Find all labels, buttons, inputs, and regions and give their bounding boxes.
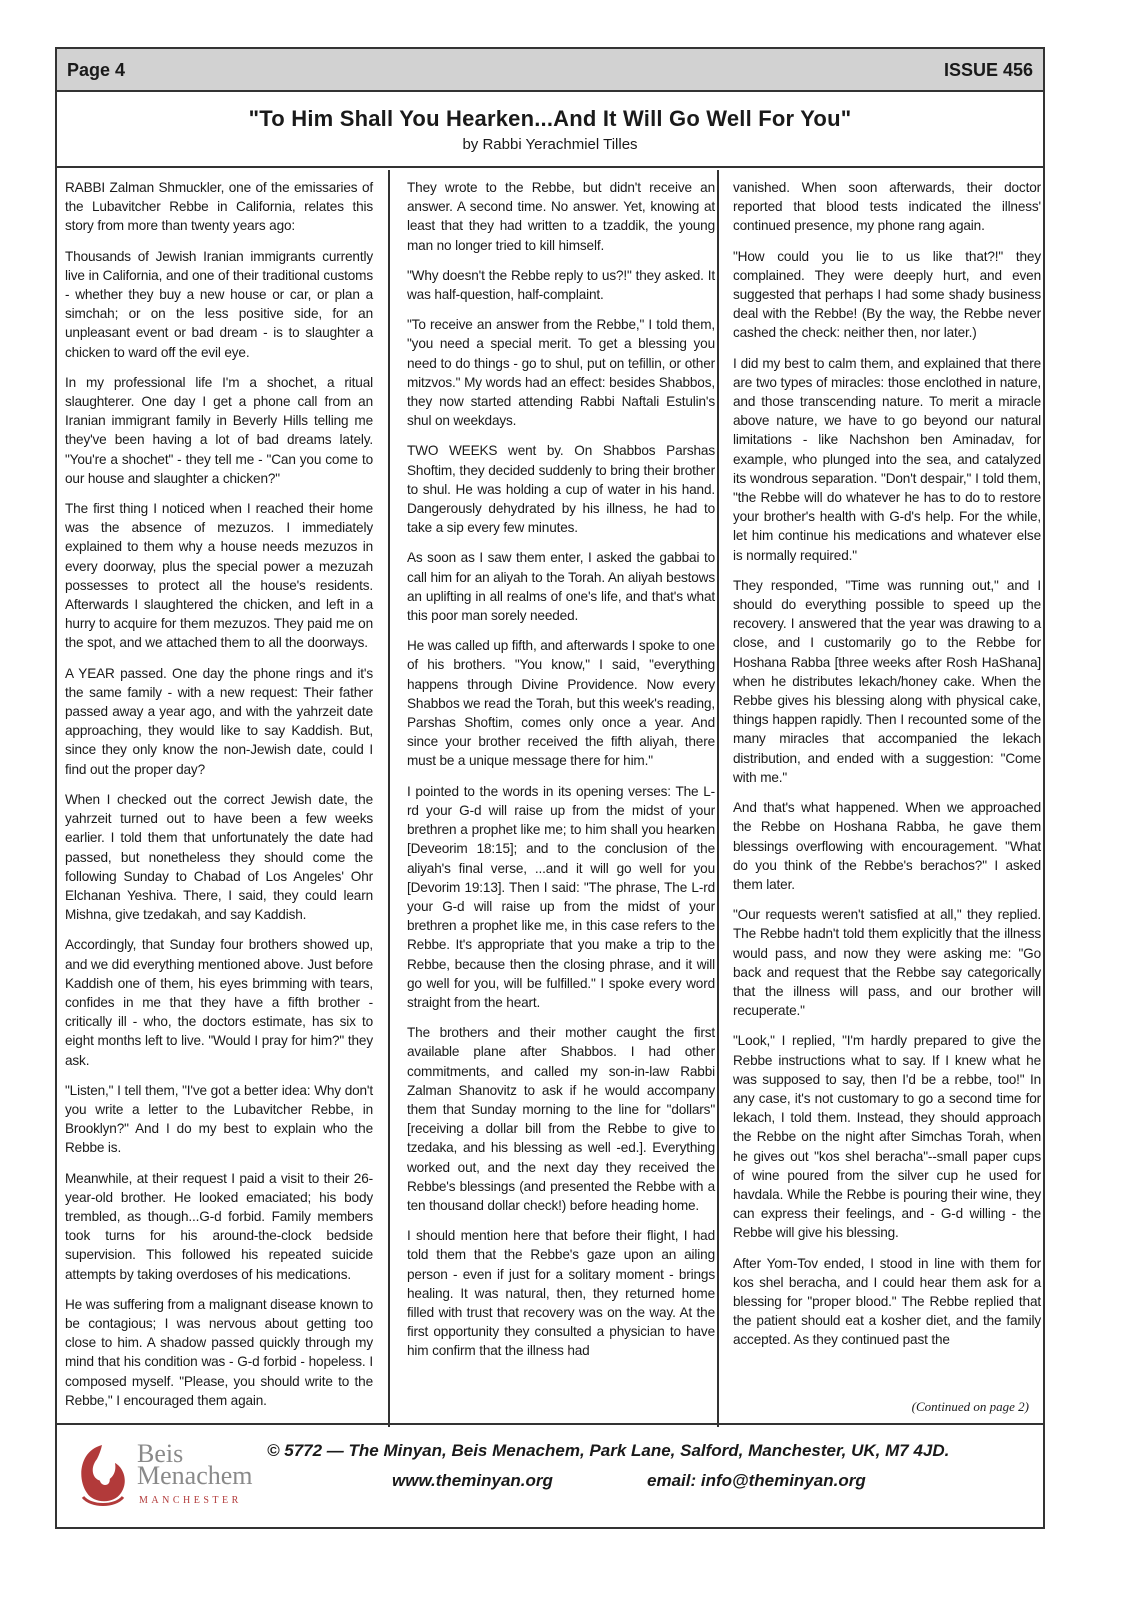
paragraph: They responded, "Time was running out," and I should do everything possible to speed up the recovery. I answered that the year was drawing to a close, and I customarily go to the Rebbe for Hoshana Rabba [three weeks after Rosh HaShana] when he distributes lekach/honey cake. When the Rebbe gives his blessing along with physical cake, things happen rapidly. Then I recounted some of the many miracles that accompanied the lekach distribution, and ended with a suggestion: "Come with me." <box>733 577 1041 785</box>
paragraph: And that's what happened. When we approached the Rebbe on Hoshana Rabba, he gave them blessings overflowing with encouragement. "What do you think of the Rebbe's berachos?" I asked them later. <box>733 800 1041 892</box>
paragraph: As soon as I saw them enter, I asked the gabbai to call him for an aliyah to the Torah. An aliyah bestows an uplifting in all realms of one's life, and that's what this poor man sorely needed. <box>407 550 715 624</box>
continued-note: (Continued on page 2) <box>911 1399 1029 1414</box>
paragraph: "Our requests weren't satisfied at all," they replied. The Rebbe hadn't told them explicitly that the illness would pass, and now they were asking me: "Go back and request that the Rebbe say categorically that the illness will pass, and our brother will recuperate." <box>733 907 1041 1019</box>
paragraph: In my professional life I'm a shochet, a ritual slaughterer. One day I get a phone call from an Iranian immigrant family in Beverly Hills telling me they've been having a lot of bad dreams lately. "You're a shochet" - they tell me - "Can you come to our house and slaughter a chicken?" <box>65 374 373 486</box>
paragraph: He was suffering from a malignant disease known to be contagious; I was nervous about getting too close to him. A shadow passed quickly through my mind that his condition was - G-d forbid - hopeless. I composed myself. "Please, you should write to the Rebbe," I encouraged them again. <box>65 1296 373 1408</box>
article-column-1 <box>65 178 373 1421</box>
article-byline: by Rabbi Yerachmiel Tilles <box>462 136 638 153</box>
paragraph: I did my best to calm them, and explained that there are two types of miracles: those enclothed in nature, and those transcending nature. To merit a miracle above nature, we have to go beyond our natural limitations - like Nachshon ben Aminadav, for example, who plunged into the sea, and catalyzed its wondrous separation. "Don't despair," I told them, "the Rebbe will do whatever he has to do to restore your brother's health with G-d's help. For the while, let him continue his medications and whatever else is normally required." <box>733 355 1041 563</box>
article-column-2 <box>407 178 715 1372</box>
paragraph: TWO WEEKS went by. On Shabbos Parshas Shoftim, they decided suddenly to bring their brother to shul. He was holding a cup of water in his hand. Dangerously dehydrated by his illness, he had to take a sip every few minutes. <box>407 443 715 536</box>
page-number: Page 4 <box>67 60 126 80</box>
paragraph: "Why doesn't the Rebbe reply to us?!" they asked. It was half-question, half-complaint. <box>407 267 715 303</box>
paragraph: vanished. When soon afterwards, their doctor reported that blood tests indicated the illness' continued presence, my phone rang again. <box>733 180 1041 234</box>
paragraph: The first thing I noticed when I reached their home was the absence of mezuzos. I immediately explained to them why a house needs mezuzos in every doorway, plus the special power a mezuzah possesses to protect all the house's residents. Afterwards I slaughtered the chicken, and left in a hurry to acquire for them mezuzos. They paid me on the spot, and we attached them to all the doorways. <box>65 501 373 651</box>
page-footer <box>57 1423 1043 1527</box>
article-body <box>57 170 1043 1427</box>
paragraph: I should mention here that before their flight, I had told them that the Rebbe's gaze upon an ailing person - even if just for a solitary moment - brings healing. It was natural, then, they returned home filled with trust that recovery was on the way. At the first opportunity they consulted a physician to have him confirm that the illness had <box>407 1228 715 1359</box>
email-link[interactable]: email: info@theminyan.org <box>647 1471 866 1490</box>
paragraph: Meanwhile, at their request I paid a visit to their 26-year-old brother. He looked emaciated; his body trembled, as though...G-d forbid. Family members took turns for his around-the-clock bedside supervision. This followed his repeated suicide attempts by taking overdoses of his medications. <box>65 1170 373 1282</box>
issue-number: ISSUE 456 <box>943 60 1033 80</box>
paragraph: When I checked out the correct Jewish date, the yahrzeit turned out to have been a few weeks earlier. I told them that unfortunately the date had passed, but nonetheless they should come the following Sunday to Chabad of Los Angeles' Ohr Elchanan Yeshiva. There, I said, they could learn Mishna, give tzedakah, and say Kaddish. <box>65 791 373 923</box>
paragraph: "Listen," I tell them, "I've got a better idea: Why don't you write a letter to the Lubavitcher Rebbe, in Brooklyn?" And I do my best to explain who the Rebbe is. <box>65 1082 373 1156</box>
paragraph: The brothers and their mother caught the first available plane after Shabbos. I had other commitments, and called my son-in-law Rabbi Zalman Shanovitz to ask if he would accompany them that Sunday morning to the line for "dollars" [receiving a dollar bill from the Rebbe to give to tzedaka, and his blessing as well -ed.]. Everything worked out, and the next day they received the Rebbe's blessings (and presented the Rebbe with a ten thousand dollar check!) before heading home. <box>407 1025 715 1213</box>
article-column-3 <box>733 178 1041 1361</box>
paragraph: He was called up fifth, and afterwards I spoke to one of his brothers. "You know," I said, "everything happens through Divine Providence. Now every Shabbos we read the Torah, but this week's reading, Parshas Shoftim, comes only once a year. And since your brother received the fifth aliyah, there must be a unique message there for him." <box>407 638 715 769</box>
paragraph: Accordingly, that Sunday four brothers showed up, and we did everything mentioned above. Just before Kaddish one of them, his eyes brimming with tears, confides in me that they have a fifth brother - critically ill - who, the doctors estimate, has six to eight months left to live. "Would I pray for him?" they ask. <box>65 937 373 1068</box>
paragraph: Thousands of Jewish Iranian immigrants currently live in California, and one of their traditional customs - whether they buy a new house or car, or plan a simchah; or on the less positive side, for an unpleasant event or bad dream - is to slaughter a chicken to ward off the evil eye. <box>65 248 373 360</box>
flame-logo-icon <box>73 1441 131 1511</box>
page-frame <box>55 47 1045 1529</box>
paragraph: They wrote to the Rebbe, but didn't receive an answer. A second time. No answer. Yet, knowing at least that they had written to a tzaddik, the young man no longer tried to kill himself. <box>407 180 715 253</box>
logo-line-1: Beis <box>137 1439 184 1468</box>
beis-menachem-logo <box>67 1435 267 1519</box>
page-header-bar <box>57 49 1043 92</box>
paragraph: A YEAR passed. One day the phone rings and it's the same family - with a new request: Their father passed away a year ago, and with the yahrzeit date approaching, they would like to say Kaddish. But, since they only know the non-Jewish date, could I find out the proper day? <box>65 665 373 777</box>
paragraph: "How could you lie to us like that?!" they complained. They were deeply hurt, and even suggested that perhaps I had some shady business deal with the Rebbe! (By the way, the Rebbe never cashed the check: neither then, nor later.) <box>733 248 1041 341</box>
column-divider <box>717 170 719 1427</box>
paragraph: "To receive an answer from the Rebbe," I told them, "you need a special merit. To get a blessing you need to do things - go to shul, put on tefillin, or other mitzvos." My words had an effect: besides Shabbos, they now started attending Rabbi Naftali Estulin's shul on weekdays. <box>407 317 715 429</box>
paragraph: RABBI Zalman Shmuckler, one of the emissaries of the Lubavitcher Rebbe in California, relates this story from more than twenty years ago: <box>65 180 373 234</box>
article-title-box <box>57 92 1043 168</box>
website-link[interactable]: www.theminyan.org <box>392 1471 553 1490</box>
logo-line-2: Menachem <box>137 1461 253 1490</box>
article-title: "To Him Shall You Hearken...And It Will Go Well For You" <box>248 106 852 131</box>
paragraph: "Look," I replied, "I'm hardly prepared to give the Rebbe instructions what to say. If I knew what he was supposed to say, then I'd be a rebbe, too!" In any case, it's not customary to go a second time for lekach, I told them. Instead, they should approach the Rebbe on the night after Simchas Torah, when he gives out "kos shel beracha"--small paper cups of wine poured from the silver cup he used for havdala. While the Rebbe is pouring their wine, they can express their feelings, and - G-d willing - the Rebbe will give his blessing. <box>733 1033 1041 1241</box>
copyright-line: © 5772 — The Minyan, Beis Menachem, Park Lane, Salford, Manchester, UK, M7 4JD. <box>267 1441 950 1460</box>
paragraph: I pointed to the words in its opening verses: The L-rd your G-d will raise up from the midst of your brethren a prophet like me; to him shall you hearken [Deveorim 18:15]; and to the conclusion of the aliyah's final verse, ...and it will go well for you [Devorim 19:13]. Then I said: "The phrase, The L-rd your G-d will raise up from the midst of your brethren a prophet like me, in this case refers to the Rebbe. It's appropriate that you make a trip to the Rebbe, because then the closing phrase, and it will go well for you, will be fulfilled." I spoke every word straight from the heart. <box>407 783 715 1010</box>
logo-line-3: MANCHESTER <box>139 1495 242 1506</box>
column-divider <box>388 170 390 1427</box>
paragraph: After Yom-Tov ended, I stood in line with them for kos shel beracha, and I could hear them ask for a blessing for "proper blood." The Rebbe replied that the patient should eat a kosher diet, and the family accepted. As they continued past the <box>733 1255 1041 1348</box>
